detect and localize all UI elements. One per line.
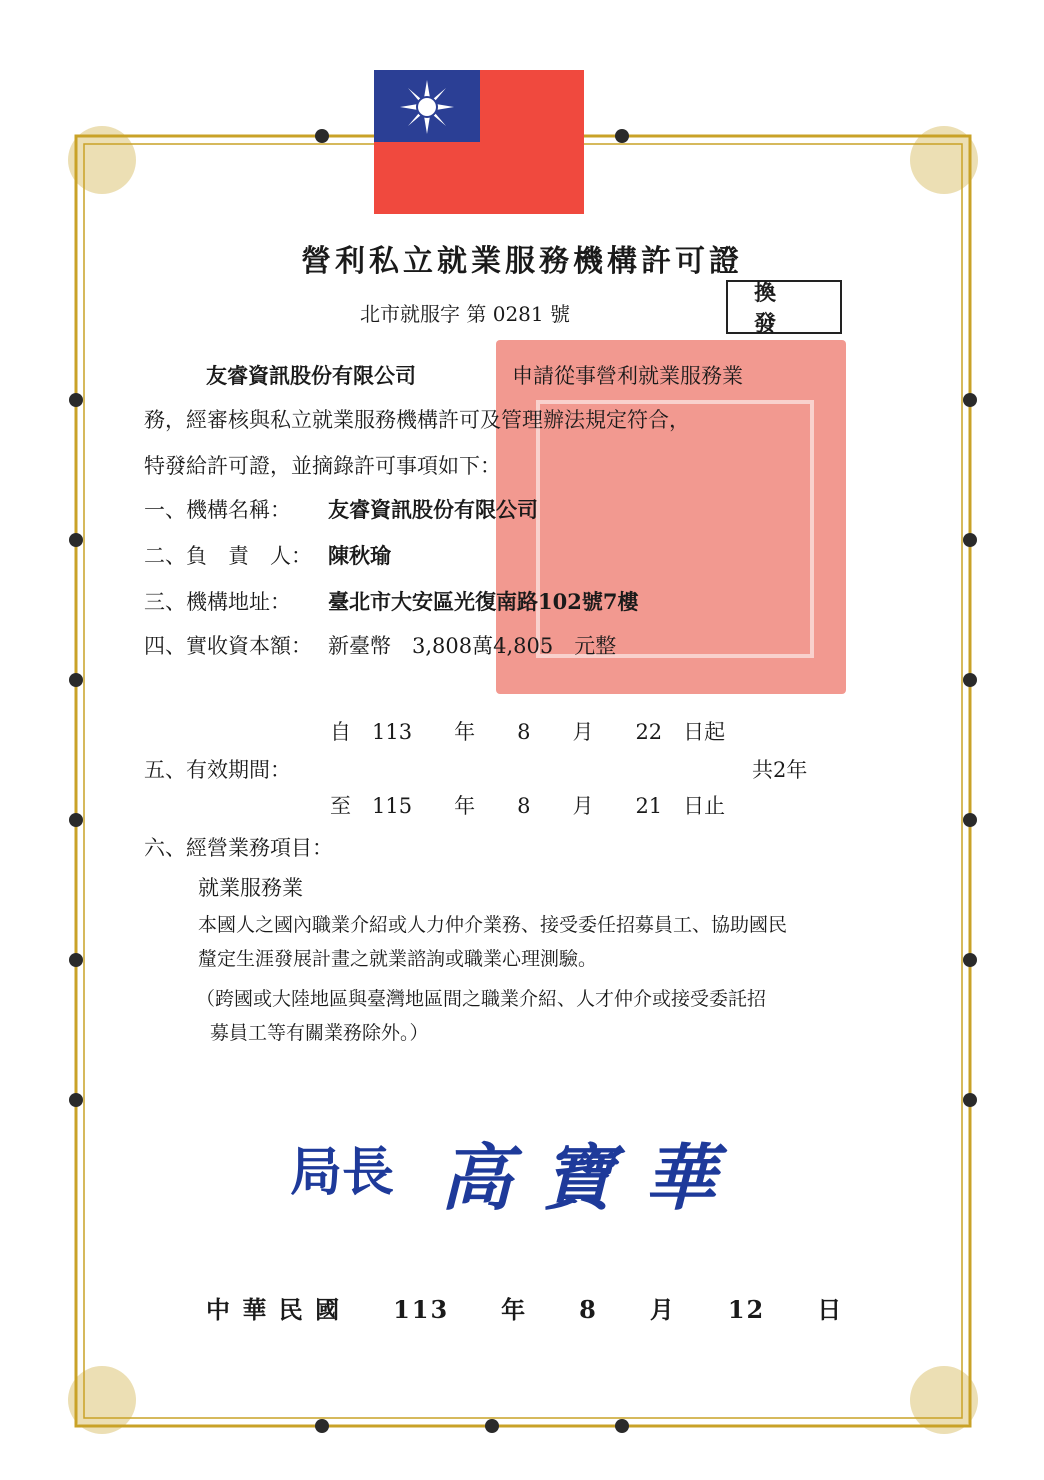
org-name-label: 一、機構名稱： — [144, 498, 291, 522]
validity-label: 五、有效期間： — [144, 758, 291, 782]
sun-icon — [400, 80, 454, 134]
flag-canton — [374, 70, 480, 142]
business-label: 六、經營業務項目： — [144, 836, 333, 860]
address-label: 三、機構地址： — [144, 590, 291, 614]
responsible-person-label: 二、負 責 人： — [144, 544, 312, 568]
seal-frame — [536, 400, 814, 658]
director-signature: 高寶華 — [440, 1135, 747, 1220]
national-flag — [374, 70, 584, 214]
intro-line-1: 申請從事營利就業服務業 — [512, 364, 743, 388]
director-title: 局長 — [290, 1142, 395, 1203]
responsible-person-value: 陳秋瑜 — [328, 543, 391, 568]
intro-line-3: 特發給許可證，並摘錄許可事項如下： — [144, 454, 501, 478]
validity-to: 至 115 年 8 月 21 日止 — [330, 794, 726, 818]
business-category: 就業服務業 — [198, 876, 303, 900]
issue-date: 中 華 民 國 113 年 8 月 12 日 — [206, 1295, 844, 1324]
business-note-1: （跨國或大陸地區與臺灣地區間之職業介紹、人才仲介或接受委託招 — [196, 988, 767, 1010]
intro-line-2: 務，經審核與私立就業服務機構許可及管理辦法規定符合， — [144, 408, 690, 432]
capital-value: 新臺幣 3,808萬4,805 元整 — [328, 634, 617, 658]
address-value: 臺北市大安區光復南路102號7樓 — [328, 589, 639, 614]
validity-duration: 共2年 — [752, 758, 808, 782]
certificate-title: 營利私立就業服務機構許可證 — [301, 244, 743, 279]
business-desc-2: 釐定生涯發展計畫之就業諮詢或職業心理測驗。 — [198, 948, 598, 970]
validity-from: 自 113 年 8 月 22 日起 — [330, 720, 726, 744]
business-note-2: 募員工等有關業務除外。） — [210, 1022, 429, 1044]
reissue-badge: 換 發 — [726, 280, 842, 334]
applicant-company: 友睿資訊股份有限公司 — [206, 363, 416, 388]
capital-label: 四、實收資本額： — [144, 634, 312, 658]
org-name-value: 友睿資訊股份有限公司 — [328, 497, 538, 522]
permit-number: 北市就服字 第 0281 號 — [360, 302, 570, 326]
business-desc-1: 本國人之國內職業介紹或人力仲介業務、接受委任招募員工、協助國民 — [198, 914, 788, 936]
